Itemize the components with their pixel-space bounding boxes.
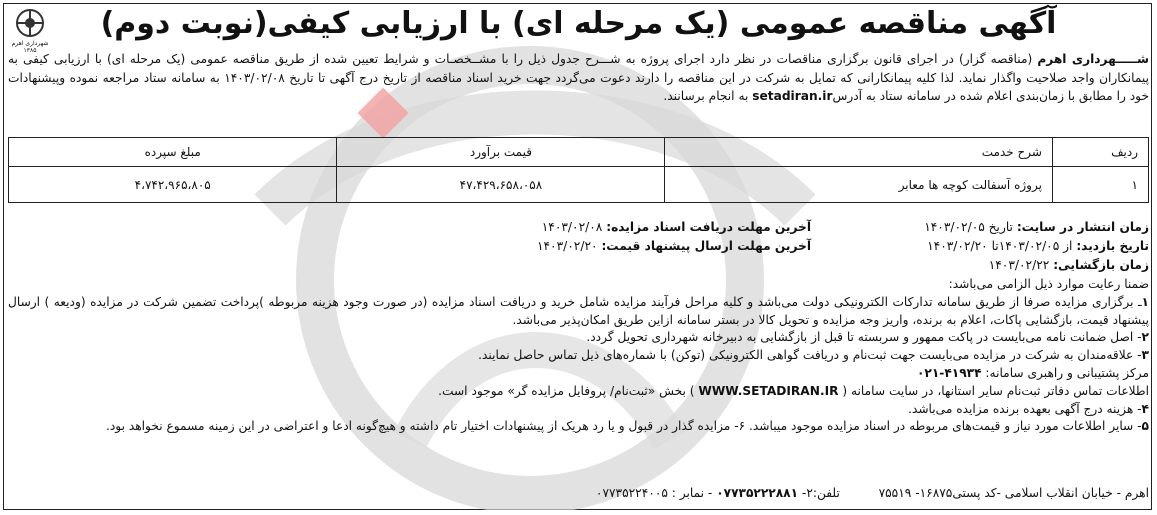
tender-table xyxy=(8,137,1149,203)
opening-label: زمان بازگشایی: xyxy=(1053,258,1149,272)
item1-text: ـ برگزاری مزایده صرفا از طریق سامانه تدارکات الکترونیکی دولت می‌باشد و کلیه مراحل فرآیند مزایده شامل خرید و دریافت اسناد مزایده (در صورت وجود هزینه مربوطه )پرداخت تضمین شرکت در مزایده (ودیعه ) ارسال پیشنهاد قیمت، بازگشایی پاکات، اعلام به برنده، واریز وجه مزایده و تحویل کالا در بستر سامانه ازاین طریق امکان‌پذیر می‌باشد. xyxy=(8,294,1149,327)
publish-label: زمان انتشار در سایت: xyxy=(1016,220,1149,234)
org-name: شـــــهرداری اهرم xyxy=(1037,52,1149,66)
item5-number: ۵ xyxy=(1141,419,1149,434)
publish-value: تاریخ ۱۴۰۳/۰۲/۰۵ xyxy=(924,220,1017,234)
item3-text: - علاقه‌مندان به شرکت در مزایده می‌بایست جهت ثبت‌نام و دریافت گواهی الکترونیکی (توکن) با شماره‌های ذیل تماس حاصل نمایند. xyxy=(478,348,1142,363)
contact-site-link[interactable]: WWW.SETADIRAN.IR xyxy=(698,383,839,398)
offer-deadline-value: ۱۴۰۳/۰۲/۲۰ xyxy=(536,239,602,253)
cell-sharh: پروژه آسفالت کوچه ها معابر xyxy=(665,167,1052,203)
footer-contact xyxy=(8,486,1149,500)
logo-year: ۱۳۸۵ xyxy=(23,47,37,54)
publish-date xyxy=(924,218,1149,236)
condition-item-2 xyxy=(8,329,1149,347)
header-radif: ردیف xyxy=(1052,138,1148,167)
intro-text: (مناقصه گزار) در اجرای قانون برگزاری مناقصات در نظر دارد اجرای پروژه به شـــرح جدول ذیل را با مشــخصـات و شرایط تعیین شده از طریق مناقصه عمومی (یک مرحله ای) با ارزیابی کیفی به پیمانکاران واجد صلاحیت واگذار نماید. لذا کلیه پیمانکارانی که تمایل به شرکت در این مناقصه را دارند دعوت می‌گردد جهت خرید اسناد مناقصه از تاریخ درج آگهی تا تاریخ ۱۴۰۳/۰۲/۰۸ به سامانه ستاد مراجعه نموده وپیشنهادات خود را مطابق با زمان‌بندی اعلام شده در سامانه ستاد به آدرس xyxy=(8,52,1149,103)
item4-text: - هزینه درج آگهی بعهده برنده مزایده می‌باشد. xyxy=(908,401,1142,416)
item2-text: - اصل ضمانت نامه می‌بایست در پاکت ممهور و سربسته تا قبل از بازگشایی به دبیرخانه شهرداری تحویل گردد. xyxy=(586,330,1142,345)
docs-deadline-label: آخرین مهلت دریافت اسناد مزایده: xyxy=(606,220,811,234)
support-line xyxy=(8,365,1149,383)
opening-date xyxy=(989,256,1149,274)
support-label: مرکز پشتیبانی و راهبری سامانه: xyxy=(981,365,1149,380)
condition-item-5 xyxy=(8,418,1149,436)
docs-deadline-value: ۱۴۰۳/۰۲/۰۸ xyxy=(541,220,607,234)
item2-number: ۲ xyxy=(1141,330,1149,345)
offer-deadline xyxy=(537,237,811,255)
footer-fax-label: - نمابر : xyxy=(667,486,717,500)
docs-deadline xyxy=(542,218,811,236)
table-header-row xyxy=(9,138,1149,167)
contact-pre: اطلاعات تماس دفاتر ثبت‌نام سایر استانها، در سایت سامانه ( xyxy=(838,383,1149,398)
intro-tail: به انجام برسانند. xyxy=(663,89,753,103)
footer-fax: ۰۷۷۳۵۲۲۴۰۰۵ xyxy=(595,486,668,500)
contact-post: ) بخش «ثبت‌نام/ پروفایل مزایده گر» موجود است. xyxy=(438,383,699,398)
conditions-section xyxy=(8,276,1149,436)
cell-radif: ۱ xyxy=(1052,167,1148,203)
cell-deposit: ۴،۷۴۲،۹۶۵،۸۰۵ xyxy=(9,167,337,203)
condition-item-1 xyxy=(8,294,1149,330)
contact-line xyxy=(8,383,1149,401)
footer-tel: ۰۷۷۳۵۲۲۲۸۸۱ xyxy=(716,486,799,500)
footer-address: اهرم - خیابان انقلاب اسلامی -کد پستی۱۶۸۷۵- ۷۵۵۱۹ xyxy=(878,486,1149,500)
cell-price: ۴۷،۴۲۹،۶۵۸،۰۵۸ xyxy=(337,167,665,203)
condition-item-3 xyxy=(8,347,1149,365)
item5-text: - سایر اطلاعات مورد نیاز و قیمت‌های مربوطه در اسناد مزایده موجود میباشد. ۶- مزایده گذار در قبول و یا رد هریک از پیشنهادات اختیار تام داشته و هیچ‌گونه ادعا و اعتراضی در این زمینه مسموع نخواهد بود. xyxy=(105,419,1142,434)
item1-number: ۱ xyxy=(1141,294,1149,309)
conditions-notice: ضمنا رعایت موارد ذیل الزامی می‌باشد: xyxy=(948,277,1149,291)
condition-item-4 xyxy=(8,401,1149,419)
page-title: آگهی مناقصه عمومی (یک مرحله ای) با ارزیابی کیفی(نوبت دوم) xyxy=(100,6,1057,41)
visit-label: تاریخ بازدید: xyxy=(1076,239,1149,253)
header-price: قیمت برآورد xyxy=(337,138,665,167)
item3-number: ۳ xyxy=(1141,348,1149,363)
intro-paragraph xyxy=(8,50,1149,106)
offer-deadline-label: آخرین مهلت ارسال پیشنهاد قیمت: xyxy=(601,239,811,253)
intro-site-link[interactable]: setadiran.ir xyxy=(752,89,833,103)
table-row xyxy=(9,167,1149,203)
support-phone: ۰۲۱-۴۱۹۳۴ xyxy=(916,365,982,380)
header-sharh: شرح خدمت xyxy=(665,138,1052,167)
visit-value: از ۱۴۰۳/۰۲/۰۵تا ۱۴۰۳/۰۲/۲۰ xyxy=(927,239,1077,253)
item4-number: ۴ xyxy=(1141,401,1149,416)
header-deposit: مبلغ سپرده xyxy=(9,138,337,167)
opening-value: ۱۴۰۳/۰۲/۲۲ xyxy=(988,258,1054,272)
dates-section xyxy=(8,218,1149,278)
logo-caption-text: شهرداری اهرم xyxy=(11,40,49,47)
footer-tel-label: تلفن:۲- xyxy=(798,486,840,500)
visit-date xyxy=(927,237,1149,255)
